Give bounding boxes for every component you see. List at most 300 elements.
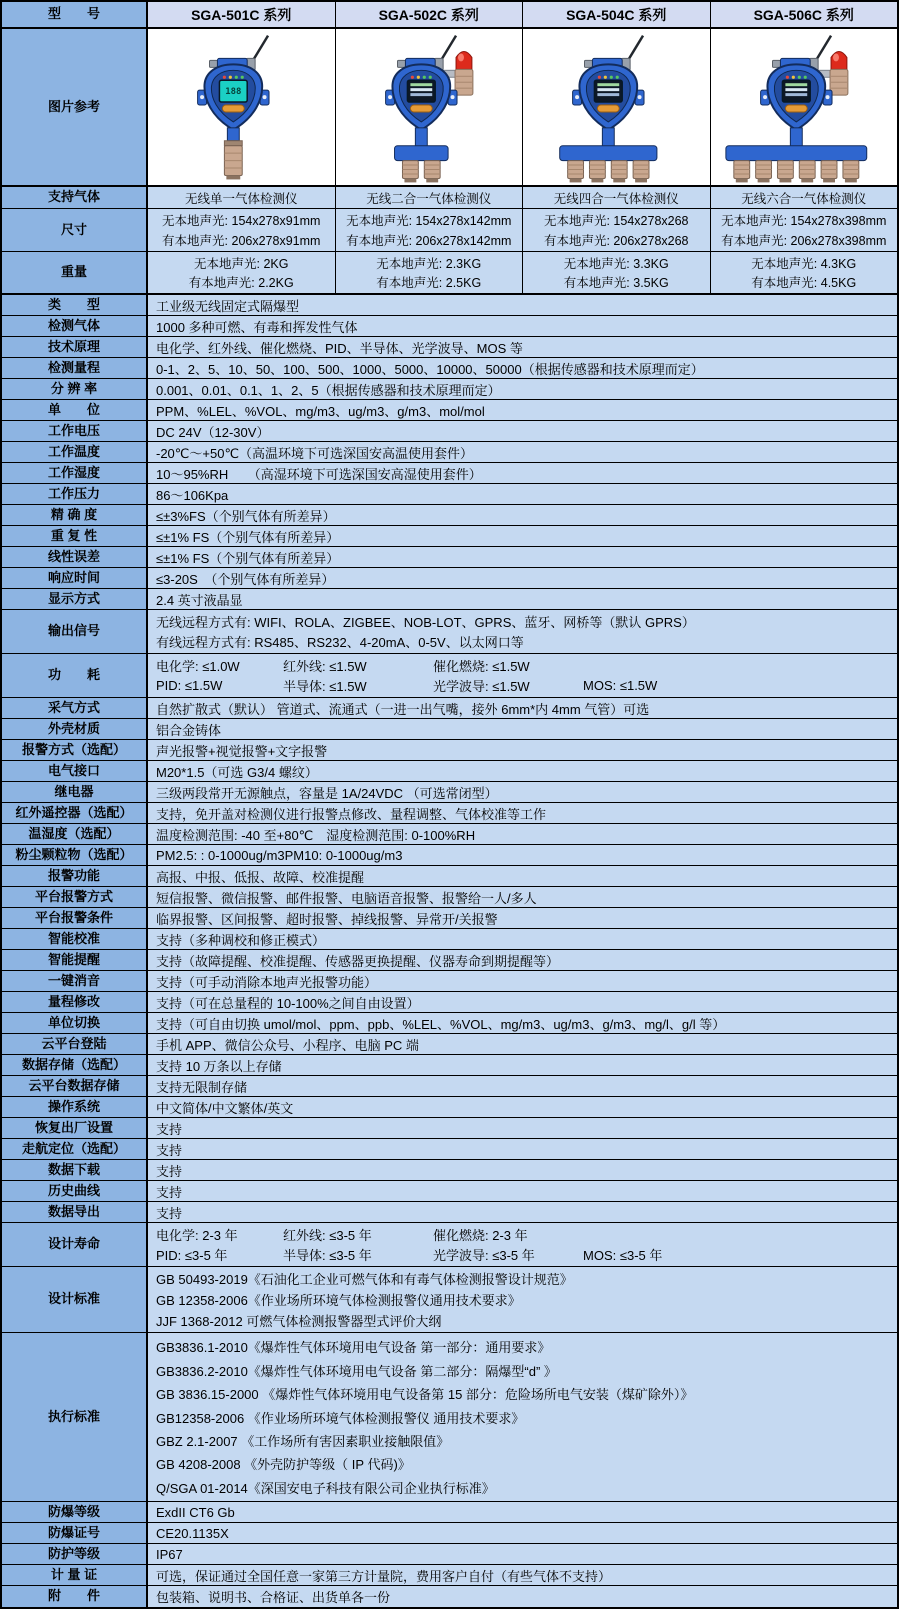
model-value-cell xyxy=(148,187,336,208)
spec-value-line xyxy=(156,1140,889,1159)
spec-value-segment: 支持 xyxy=(156,1142,183,1158)
spec-value-cell xyxy=(148,1502,897,1522)
spec-value-segment: 电化学: ≤1.0W xyxy=(156,658,240,674)
spec-value-cell xyxy=(148,295,897,315)
spec-value-line xyxy=(156,1337,889,1356)
model-value-line: 无线六合一气体检测仪 xyxy=(741,191,867,206)
spec-value-segment: 红外线: ≤3-5 年 xyxy=(283,1227,372,1243)
spec-value-cell xyxy=(148,547,897,567)
row-label: 平台报警方式 xyxy=(2,887,148,907)
spec-value-segment: 温度检测范围: -40 至+80℃ 湿度检测范围: 0-100%RH xyxy=(156,827,476,843)
spec-value-line xyxy=(156,783,889,802)
spec-value-segment: 半导体: ≤1.5W xyxy=(283,679,367,695)
model-value-line: 无本地声光: 2KG xyxy=(194,256,289,271)
model-value-line: 有本地声光: 206x278x142mm xyxy=(346,234,512,248)
spec-value-segment: GB12358-2006 《作业场所环境气体检测报警仪 通用技术要求》 xyxy=(156,1410,525,1426)
spec-value-line xyxy=(156,401,889,420)
spec-row xyxy=(2,1267,897,1333)
spec-value-line xyxy=(156,804,889,823)
spec-value-cell xyxy=(148,505,897,525)
spec-value-cell xyxy=(148,824,897,844)
row-label: 数据导出 xyxy=(2,1202,148,1222)
spec-value-line xyxy=(156,741,889,760)
model-value-line: 无本地声光: 154x278x142mm xyxy=(346,214,512,228)
row-label: 工作压力 xyxy=(2,484,148,504)
row-label: 温湿度（选配） xyxy=(2,824,148,844)
spec-value-segment: MOS: ≤3-5 年 xyxy=(583,1248,663,1264)
model-header-sga-502c: SGA-502C 系列 xyxy=(336,2,524,27)
spec-value-segment: 催化燃烧: 2-3 年 xyxy=(433,1227,528,1243)
spec-value-cell xyxy=(148,866,897,886)
spec-value-line xyxy=(156,590,889,609)
spec-row xyxy=(2,887,897,908)
spec-value-line xyxy=(156,1566,889,1585)
spec-value-line xyxy=(156,1098,889,1117)
row-label: 粉尘颗粒物（选配） xyxy=(2,845,148,865)
spec-value-segment: 高报、中报、低报、故障、校准提醒 xyxy=(156,869,365,885)
spec-value-segment: DC 24V（12-30V） xyxy=(156,424,270,440)
row-label: 检测量程 xyxy=(2,358,148,378)
sensor-manifold xyxy=(394,146,448,161)
spec-row xyxy=(2,866,897,887)
spec-value-segment: 支持 xyxy=(156,1163,183,1179)
spec-row xyxy=(2,1097,897,1118)
sensor-manifold xyxy=(725,146,866,161)
spec-value-line xyxy=(156,656,889,675)
spec-value-cell xyxy=(148,358,897,378)
spec-value-cell xyxy=(148,1223,897,1266)
spec-value-line xyxy=(156,1478,889,1497)
row-label: 响应时间 xyxy=(2,568,148,588)
spec-value-segment: 支持（可自由切换 umol/mol、ppm、ppb、%LEL、%VOL、mg/m3、ug/m3、g/m3、mg/l、g/l 等） xyxy=(156,1016,726,1032)
model-value-line: 有本地声光: 206x278x268 xyxy=(543,234,689,248)
spec-value-cell xyxy=(148,654,897,697)
spec-value-cell xyxy=(148,484,897,504)
row-label: 云平台登陆 xyxy=(2,1034,148,1054)
spec-row xyxy=(2,505,897,526)
sga-506c-detector-illustration xyxy=(711,33,898,185)
model-value-cell xyxy=(711,187,898,208)
spec-value-segment: PID: ≤3-5 年 xyxy=(156,1248,228,1264)
row-label: 附 件 xyxy=(2,1586,148,1607)
spec-value-line xyxy=(156,338,889,357)
row-label: 防爆等级 xyxy=(2,1502,148,1522)
spec-row xyxy=(2,971,897,992)
spec-row xyxy=(2,1034,897,1055)
spec-row xyxy=(2,1160,897,1181)
spec-value-segment: 半导体: ≤3-5 年 xyxy=(283,1248,372,1264)
row-label: 精 确 度 xyxy=(2,505,148,525)
row-label: 数据存储（选配） xyxy=(2,1055,148,1075)
spec-value-segment: 手机 APP、微信公众号、小程序、电脑 PC 端 xyxy=(156,1037,419,1053)
spec-value-segment: JJF 1368-2012 可燃气体检测报警器型式评价大纲 xyxy=(156,1314,442,1329)
spec-row xyxy=(2,295,897,316)
spec-value-segment: 支持 10 万条以上存储 xyxy=(156,1058,282,1074)
spec-value-line xyxy=(156,632,889,651)
spec-value-cell xyxy=(148,1055,897,1075)
row-label: 操作系统 xyxy=(2,1097,148,1117)
spec-row xyxy=(2,1013,897,1034)
model-value-line: 有本地声光: 3.5KG xyxy=(563,276,669,291)
spec-value-line xyxy=(156,676,889,695)
spec-value-cell xyxy=(148,568,897,588)
row-label: 计 量 证 xyxy=(2,1565,148,1585)
row-label: 平台报警条件 xyxy=(2,908,148,928)
model-value-cell xyxy=(336,209,524,251)
spec-value-cell xyxy=(148,442,897,462)
spec-value-segment: PM2.5: : 0-1000ug/m3 xyxy=(156,847,285,863)
product-image-cell xyxy=(711,29,898,185)
spec-value-segment: 支持，免开盖对检测仪进行报警点修改、量程调整、气体校准等工作 xyxy=(156,806,547,822)
spec-value-cell xyxy=(148,761,897,781)
spec-value-cell xyxy=(148,803,897,823)
spec-value-cell xyxy=(148,316,897,336)
row-label: 红外遥控器（选配） xyxy=(2,803,148,823)
row-label: 设计寿命 xyxy=(2,1223,148,1266)
spec-value-cell xyxy=(148,782,897,802)
spec-value-line xyxy=(156,1077,889,1096)
spec-value-line xyxy=(156,1161,889,1180)
spec-value-segment: 0.001、0.01、0.1、1、2、5（根据传感器和技术原理而定） xyxy=(156,382,501,398)
spec-value-line xyxy=(156,951,889,970)
spec-value-cell xyxy=(148,992,897,1012)
spec-value-line xyxy=(156,569,889,588)
spec-value-segment: GB 50493-2019《石油化工企业可燃气体和有毒气体检测报警设计规范》 xyxy=(156,1272,573,1287)
spec-row xyxy=(2,337,897,358)
spec-value-segment: 三级两段常开无源触点，容量是 1A/24VDC （可选常闭型） xyxy=(156,785,498,801)
spec-value-segment: 支持 xyxy=(156,1121,183,1137)
spec-value-line xyxy=(156,867,889,886)
spec-value-line xyxy=(156,1203,889,1222)
spec-value-line xyxy=(156,359,889,378)
sensor-manifold xyxy=(560,146,657,161)
model-value-line: 无本地声光: 2.3KG xyxy=(376,256,482,271)
spec-row xyxy=(2,1076,897,1097)
spec-value-cell xyxy=(148,1181,897,1201)
spec-value-line xyxy=(156,1035,889,1054)
spec-value-line xyxy=(156,888,889,907)
spec-value-line xyxy=(156,1408,889,1427)
row-label: 单位切换 xyxy=(2,1013,148,1033)
row-label: 技术原理 xyxy=(2,337,148,357)
row-label: 工作湿度 xyxy=(2,463,148,483)
model-value-cell xyxy=(711,209,898,251)
spec-value-line xyxy=(156,909,889,928)
spec-value-cell xyxy=(148,610,897,653)
row-label: 智能校准 xyxy=(2,929,148,949)
spec-value-cell xyxy=(148,1202,897,1222)
model-value-line: 有本地声光: 2.2KG xyxy=(188,276,294,291)
model-header-sga-501c: SGA-501C 系列 xyxy=(148,2,336,27)
spec-value-segment: 中文简体/中文繁体/英文 xyxy=(156,1100,294,1116)
model-header-sga-506c: SGA-506C 系列 xyxy=(711,2,898,27)
spec-value-line xyxy=(156,1361,889,1380)
row-label: 报警方式（选配） xyxy=(2,740,148,760)
spec-value-segment: 光学波导: ≤3-5 年 xyxy=(433,1248,535,1264)
model-value-line: 有本地声光: 4.5KG xyxy=(751,276,857,291)
spec-value-segment: GB 12358-2006《作业场所环境气体检测报警仪通用技术要求》 xyxy=(156,1293,521,1308)
spec-row xyxy=(2,484,897,505)
spec-value-cell xyxy=(148,337,897,357)
spec-row xyxy=(2,761,897,782)
spec-value-line xyxy=(156,720,889,739)
spec-value-line xyxy=(156,1182,889,1201)
spec-value-segment: GBZ 2.1-2007 《工作场所有害因素职业接触限值》 xyxy=(156,1433,450,1449)
model-value-line: 无线四合一气体检测仪 xyxy=(553,191,679,206)
spec-value-segment: 光学波导: ≤1.5W xyxy=(433,679,530,695)
spec-value-line xyxy=(156,422,889,441)
spec-value-segment: 支持（多种调校和修正模式） xyxy=(156,932,326,948)
spec-value-line xyxy=(156,527,889,546)
model-spec-row xyxy=(2,209,897,252)
row-label: 电气接口 xyxy=(2,761,148,781)
spec-row xyxy=(2,358,897,379)
spec-value-line xyxy=(156,1454,889,1473)
spec-value-line xyxy=(156,825,889,844)
spec-value-line xyxy=(156,612,889,631)
spec-row xyxy=(2,1202,897,1223)
spec-value-line xyxy=(156,1311,889,1330)
model-spec-row xyxy=(2,252,897,295)
spec-row xyxy=(2,992,897,1013)
spec-value-segment: 声光报警+视觉报警+文字报警 xyxy=(156,743,328,759)
spec-value-segment: IP67 xyxy=(156,1546,183,1562)
spec-value-segment: 支持（可在总量程的 10-100%之间自由设置） xyxy=(156,995,420,1011)
spec-row xyxy=(2,1181,897,1202)
spec-value-line xyxy=(156,443,889,462)
spec-value-cell xyxy=(148,698,897,718)
spec-value-segment: MOS: ≤1.5W xyxy=(583,678,658,694)
sga-501c-detector-illustration xyxy=(148,33,335,185)
product-image-cell xyxy=(148,29,336,185)
row-label: 工作电压 xyxy=(2,421,148,441)
spec-value-line xyxy=(156,506,889,525)
spec-value-segment: GB3836.1-2010《爆炸性气体环境用电气设备 第一部分：通用要求》 xyxy=(156,1340,551,1356)
spec-value-line xyxy=(156,1505,889,1520)
sga-502c-detector-illustration xyxy=(336,33,523,185)
spec-value-cell xyxy=(148,1565,897,1585)
spec-row xyxy=(2,845,897,866)
model-value-cell xyxy=(148,209,336,251)
spec-row xyxy=(2,316,897,337)
spec-row xyxy=(2,1223,897,1267)
spec-value-segment: 支持 xyxy=(156,1205,183,1221)
spec-value-cell xyxy=(148,1160,897,1180)
spec-row xyxy=(2,547,897,568)
spec-value-segment: 工业级无线固定式隔爆型 xyxy=(156,298,300,314)
sga-504c-detector-illustration xyxy=(523,33,710,185)
spec-value-cell xyxy=(148,589,897,609)
spec-value-segment: CE20.1135X xyxy=(156,1525,229,1541)
row-label: 支持气体 xyxy=(2,187,148,208)
spec-row xyxy=(2,1544,897,1565)
spec-row xyxy=(2,654,897,698)
spec-value-cell xyxy=(148,1097,897,1117)
spec-row xyxy=(2,719,897,740)
spec-row xyxy=(2,908,897,929)
spec-row xyxy=(2,1502,897,1523)
row-label: 分 辨 率 xyxy=(2,379,148,399)
spec-row xyxy=(2,400,897,421)
spec-value-cell xyxy=(148,1034,897,1054)
model-value-line: 无本地声光: 154x278x398mm xyxy=(721,214,887,228)
spec-value-segment: 电化学、红外线、催化燃烧、PID、半导体、光学波导、MOS 等 xyxy=(156,340,523,356)
spec-value-cell xyxy=(148,950,897,970)
spec-row xyxy=(2,1565,897,1586)
spec-value-line xyxy=(156,1290,889,1309)
model-value-line: 无本地声光: 3.3KG xyxy=(563,256,669,271)
spec-value-cell xyxy=(148,971,897,991)
spec-value-segment: 有线远程方式有: RS485、RS232、4-20mA、0-5V、以太网口等 xyxy=(156,635,524,651)
spec-value-segment: 0-1、2、5、10、50、100、500、1000、5000、10000、50000（根据传感器和技术原理而定） xyxy=(156,361,704,377)
spec-value-segment: ≤3-20S （个别气体有所差异） xyxy=(156,571,335,587)
spec-value-segment: PM10: 0-1000ug/m3 xyxy=(284,847,403,863)
spec-row xyxy=(2,824,897,845)
spec-value-cell xyxy=(148,1523,897,1543)
spec-value-line xyxy=(156,1225,889,1244)
spec-row xyxy=(2,526,897,547)
spec-row xyxy=(2,379,897,400)
spec-value-segment: 支持 xyxy=(156,1184,183,1200)
spec-value-segment: 1000 多种可燃、有毒和挥发性气体 xyxy=(156,319,358,335)
spec-value-cell xyxy=(148,740,897,760)
spec-row xyxy=(2,740,897,761)
product-image-cell xyxy=(523,29,711,185)
row-label: 外壳材质 xyxy=(2,719,148,739)
spec-value-segment: GB3836.2-2010《爆炸性气体环境用电气设备 第二部分：隔爆型“d” 》 xyxy=(156,1363,557,1379)
spec-row xyxy=(2,698,897,719)
row-label: 重量 xyxy=(2,252,148,293)
model-value-cell xyxy=(523,209,711,251)
row-label: 报警功能 xyxy=(2,866,148,886)
spec-row xyxy=(2,1523,897,1544)
spec-value-cell xyxy=(148,526,897,546)
spec-value-segment: 临界报警、区间报警、超时报警、掉线报警、异常开/关报警 xyxy=(156,911,498,927)
spec-value-cell xyxy=(148,1076,897,1096)
spec-row xyxy=(2,589,897,610)
spec-row xyxy=(2,1139,897,1160)
spec-value-segment: 铝合金铸体 xyxy=(156,722,222,738)
row-label: 功 耗 xyxy=(2,654,148,697)
row-label: 采气方式 xyxy=(2,698,148,718)
spec-value-line xyxy=(156,296,889,315)
spec-value-line xyxy=(156,464,889,483)
spec-value-cell xyxy=(148,887,897,907)
row-label: 继电器 xyxy=(2,782,148,802)
spec-value-line xyxy=(156,1526,889,1541)
spec-value-line xyxy=(156,993,889,1012)
spec-value-segment: 支持（可手动消除本地声光报警功能） xyxy=(156,974,378,990)
row-label: 恢复出厂设置 xyxy=(2,1118,148,1138)
row-label: 防爆证号 xyxy=(2,1523,148,1543)
model-value-cell xyxy=(523,252,711,293)
spec-value-line xyxy=(156,317,889,336)
spec-value-line xyxy=(156,1014,889,1033)
model-value-line: 有本地声光: 2.5KG xyxy=(376,276,482,291)
spec-value-segment: 可选，保证通过全国任意一家第三方计量院，费用客户自付（有些气体不支持） xyxy=(156,1568,612,1584)
spec-value-cell xyxy=(148,1013,897,1033)
spec-value-line xyxy=(156,1056,889,1075)
row-label: 历史曲线 xyxy=(2,1181,148,1201)
spec-value-line xyxy=(156,1245,889,1264)
row-label: 检测气体 xyxy=(2,316,148,336)
model-value-line: 无线二合一气体检测仪 xyxy=(366,191,492,206)
spec-value-segment: GB 4208-2008 《外壳防护等级（ IP 代码)》 xyxy=(156,1457,411,1473)
model-value-cell xyxy=(336,187,524,208)
row-label: 线性误差 xyxy=(2,547,148,567)
row-label: 显示方式 xyxy=(2,589,148,609)
spec-value-segment: 包装箱、说明书、合格证、出货单各一份 xyxy=(156,1590,391,1605)
spec-value-segment: 催化燃烧: ≤1.5W xyxy=(433,658,530,674)
row-label: 数据下载 xyxy=(2,1160,148,1180)
spec-row xyxy=(2,1055,897,1076)
spec-value-segment: ≤±3%FS（个别气体有所差异） xyxy=(156,508,336,524)
spec-value-segment: 红外线: ≤1.5W xyxy=(283,658,367,674)
spec-value-segment: 自然扩散式（默认） 管道式、流通式（一进一出气嘴，接外 6mm*内 4mm 气管）可选 xyxy=(156,701,650,717)
svg-text:188: 188 xyxy=(225,87,242,98)
spec-value-segment: 86～106Kpa xyxy=(156,487,229,503)
row-label: 量程修改 xyxy=(2,992,148,1012)
product-image-row xyxy=(2,29,897,187)
model-value-line: 有本地声光: 206x278x398mm xyxy=(721,234,887,248)
spec-value-line xyxy=(156,485,889,504)
spec-value-segment: 无线远程方式有: WIFI、ROLA、ZIGBEE、NOB-LOT、GPRS、蓝牙、网桥等（默认 GPRS） xyxy=(156,614,695,630)
spec-value-line xyxy=(156,762,889,781)
spec-row xyxy=(2,463,897,484)
model-spec-row xyxy=(2,187,897,209)
spec-value-segment: -20℃～+50℃（高温环境下可选深国安高温使用套件） xyxy=(156,445,474,461)
model-value-cell xyxy=(336,252,524,293)
spec-value-cell xyxy=(148,1267,897,1332)
spec-value-cell xyxy=(148,908,897,928)
row-label: 云平台数据存储 xyxy=(2,1076,148,1096)
spec-value-cell xyxy=(148,379,897,399)
spec-row xyxy=(2,610,897,654)
spec-value-line xyxy=(156,1547,889,1562)
spec-value-line xyxy=(156,1431,889,1450)
spec-value-segment: Q/SGA 01-2014《深国安电子科技有限公司企业执行标准》 xyxy=(156,1480,495,1496)
spec-row xyxy=(2,803,897,824)
spec-row xyxy=(2,442,897,463)
spec-value-cell xyxy=(148,929,897,949)
spec-row xyxy=(2,950,897,971)
row-label: 重 复 性 xyxy=(2,526,148,546)
spec-row xyxy=(2,782,897,803)
spec-value-segment: ≤±1% FS（个别气体有所差异） xyxy=(156,529,340,545)
spec-value-segment: 电化学: 2-3 年 xyxy=(156,1227,238,1243)
row-label: 尺寸 xyxy=(2,209,148,251)
row-label: 输出信号 xyxy=(2,610,148,653)
spec-value-cell xyxy=(148,1139,897,1159)
spec-row xyxy=(2,929,897,950)
spec-row xyxy=(2,1333,897,1502)
product-image-cell xyxy=(336,29,524,185)
spec-value-line xyxy=(156,930,889,949)
model-value-line: 无本地声光: 154x278x268 xyxy=(543,214,689,228)
spec-value-segment: ExdII CT6 Gb xyxy=(156,1504,235,1520)
model-value-cell xyxy=(523,187,711,208)
model-header-row xyxy=(2,2,897,29)
row-label: 执行标准 xyxy=(2,1333,148,1501)
row-label: 一键消音 xyxy=(2,971,148,991)
spec-row xyxy=(2,421,897,442)
spec-value-segment: M20*1.5（可选 G3/4 螺纹） xyxy=(156,764,318,780)
spec-value-cell xyxy=(148,463,897,483)
spec-value-segment: 2.4 英寸液晶显 xyxy=(156,592,243,608)
row-label: 智能提醒 xyxy=(2,950,148,970)
spec-value-segment: ≤±1% FS（个别气体有所差异） xyxy=(156,550,340,566)
row-label: 设计标准 xyxy=(2,1267,148,1332)
